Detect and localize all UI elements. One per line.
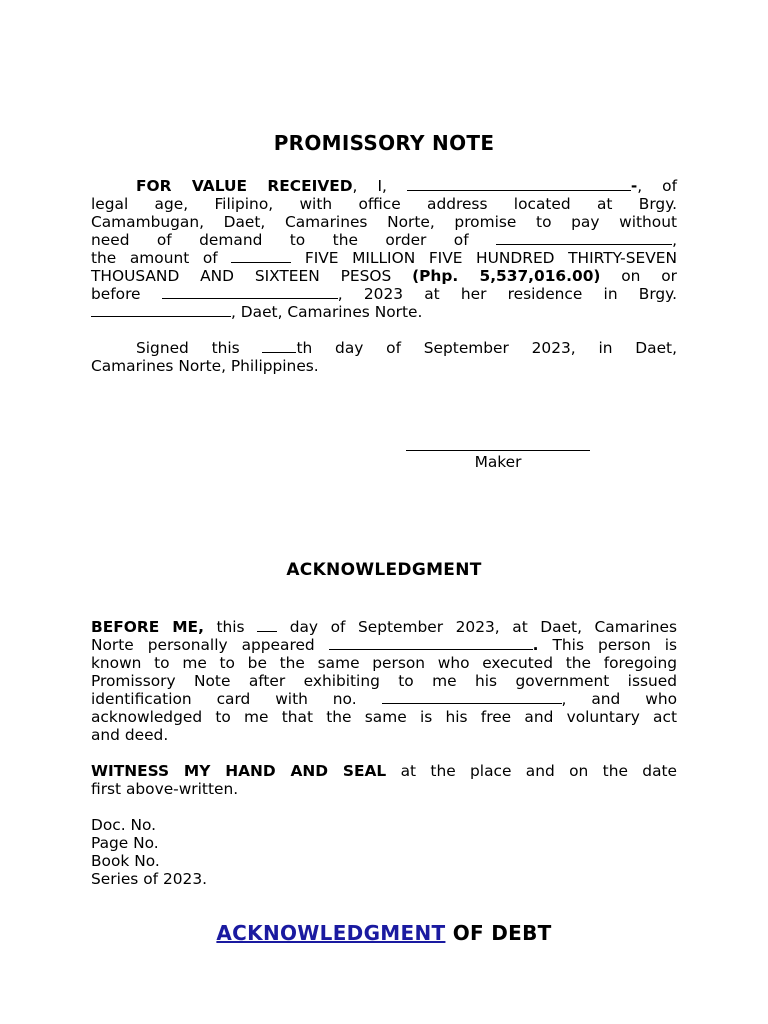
ack-line-5: identification card with no. , and who <box>91 690 677 708</box>
ack-line-6: acknowledged to me that the same is his free and voluntary act <box>91 708 677 726</box>
day-blank <box>262 340 296 353</box>
acknowledgment-title: ACKNOWLEDGMENT <box>286 560 482 580</box>
note-line-6: THOUSAND AND SIXTEEN PESOS (Php. 5,537,016.00) on or <box>91 267 677 285</box>
acknowledgment-of-debt-title: ACKNOWLEDGMENT OF DEBT <box>216 921 552 945</box>
doc-no: Doc. No. <box>91 816 157 834</box>
ack-line-1: BEFORE ME, this day of September 2023, at Daet, Camarines <box>91 618 678 636</box>
note-line-7: before , 2023 at her residence in Brgy. <box>91 285 677 303</box>
before-me: BEFORE ME, <box>91 618 204 636</box>
acknowledgment-link[interactable]: ACKNOWLEDGMENT <box>216 921 446 945</box>
witness-heading: WITNESS MY HAND AND SEAL <box>91 762 387 780</box>
ack-day-blank <box>257 619 277 632</box>
for-value-received: FOR VALUE RECEIVED <box>136 177 353 195</box>
amount-blank <box>231 250 291 263</box>
name-blank <box>407 178 631 191</box>
date-blank <box>162 286 338 299</box>
ack-line-4: Promissory Note after exhibiting to me his government issued <box>91 672 677 690</box>
note-line-3: Camambugan, Daet, Camarines Norte, promise to pay without <box>91 213 677 231</box>
maker-signature-line <box>406 450 590 451</box>
signed-line-1: Signed this th day of September 2023, in Daet, <box>136 339 677 357</box>
maker-label: Maker <box>474 453 522 471</box>
ack-line-2: Norte personally appeared . This person is <box>91 636 677 654</box>
note-line-4: need of demand to the order of , <box>91 231 677 249</box>
witness-line-1: WITNESS MY HAND AND SEAL at the place and on the date <box>91 762 677 780</box>
witness-line-2: first above-written. <box>91 780 239 798</box>
ack-line-3: known to me to be the same person who executed the foregoing <box>91 654 677 672</box>
id-number-blank <box>382 691 562 704</box>
series: Series of 2023. <box>91 870 208 888</box>
note-line-5: the amount of FIVE MILLION FIVE HUNDRED THIRTY-SEVEN <box>91 249 677 267</box>
page-title: PROMISSORY NOTE <box>273 131 495 155</box>
appeared-blank <box>329 637 533 650</box>
page-no: Page No. <box>91 834 159 852</box>
amount-figure: (Php. 5,537,016.00) <box>412 267 601 285</box>
note-line-2: legal age, Filipino, with office address located at Brgy. <box>91 195 677 213</box>
signed-line-2: Camarines Norte, Philippines. <box>91 357 319 375</box>
note-line-8: , Daet, Camarines Norte. <box>91 303 677 321</box>
note-line-1: FOR VALUE RECEIVED, I, -, of <box>136 177 678 195</box>
payee-blank <box>496 232 672 245</box>
barangay-blank <box>91 304 231 317</box>
ack-line-7: and deed. <box>91 726 169 744</box>
book-no: Book No. <box>91 852 160 870</box>
